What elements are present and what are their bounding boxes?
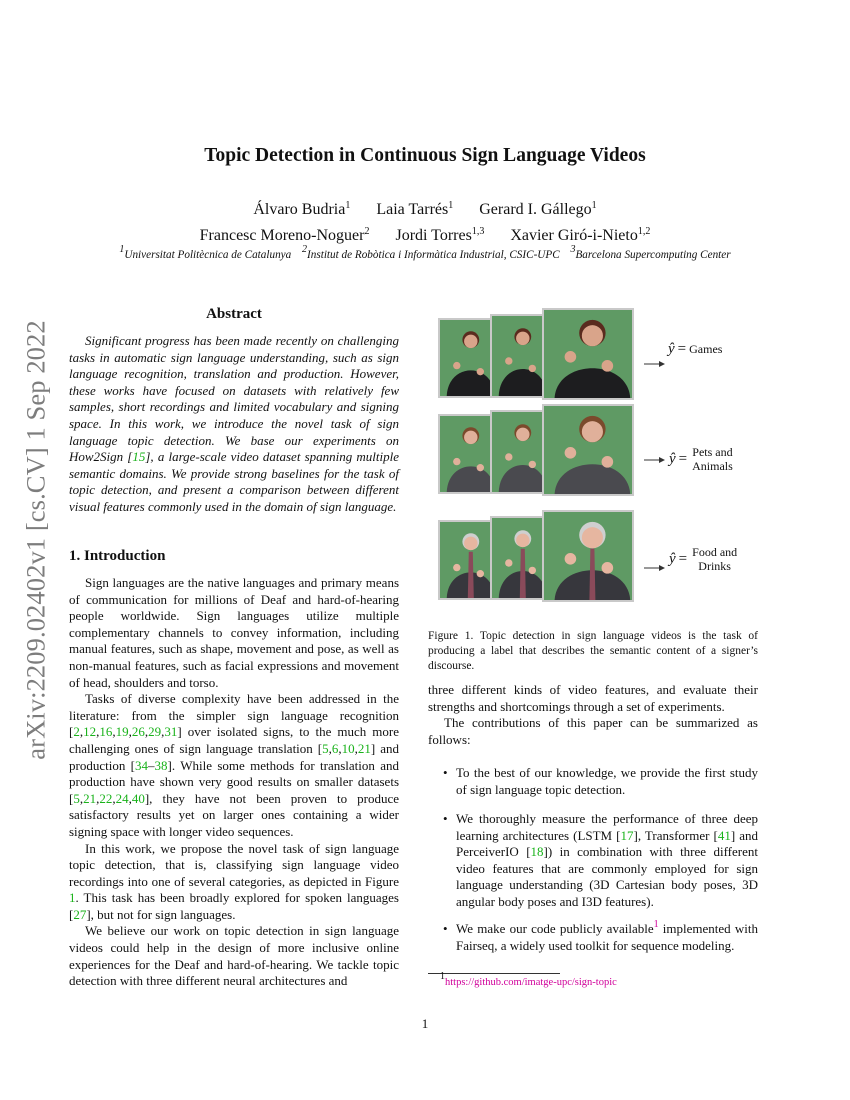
signer-hand [453,362,460,369]
signer-face [582,325,603,346]
authors-row-2 [0,227,850,245]
signer-face [464,335,477,348]
intro-paragraph: Tasks of diverse complexity have been addressed in the literature: from the simpler sign language recognition [2,12,16,19,26,29,31] over isolated signs, to the much more challenging ones of sign language translation [5,6,10,21] and production [34–38]. While some methods for translation and production have shown very good results on smaller datasets [5,21,22,24,40], they have not been proven to produce satisfactory results yet on larger ones containing a wider signing space with longer video sequences. [69,691,400,839]
signer-face [516,534,529,547]
right-column-text [428,682,758,748]
author: Gerard I. Gállego$^1$ [479,200,597,218]
bullet-marker: • [443,765,448,780]
intro-paragraph: In this work, we propose the novel task of sign language topic detection, that is, classifying sign language video recordings into one of several categories, as depicted in Figure 1. This task has been broadly explored for spoken languages [27], but not for sign languages. [69,840,399,922]
bullet-marker: • [443,811,448,826]
signer-hand [602,562,614,574]
affiliation: $^1$Universitat Politècnica de Catalunya [119,244,292,261]
affiliations [0,244,850,261]
bullet-marker: • [443,921,448,936]
figure-output-label-3: ŷ = Food and Drinks [669,545,738,573]
signer-hand [565,553,577,565]
signer-hand [602,360,614,372]
figure-caption: Figure 1. Topic detection in sign language videos is the task of producing a label that describes the semantic content of a signer’s discourse. [428,630,758,672]
signer-hand [529,461,536,468]
signer-face [582,421,603,442]
signer-face [516,428,529,441]
signer-hand [477,570,484,577]
signer-face [464,537,477,550]
contribution-bullet-2: We thoroughly measure the performance of three deep learning architectures (LSTM [17], Transformer [41] and PerceiverIO [18]) in combination with three different video features that are commonly employed for sign language understanding (3D Cartesian body poses, 3D angular body poses and I3D features). [456,811,758,909]
abstract-heading: Abstract [206,306,262,322]
continuation-paragraph: three different kinds of video features, and evaluate their strengths and shortcomings through a set of experiments. [428,682,758,714]
paper-title: Topic Detection in Continuous Sign Language Videos [204,145,646,166]
figure-output-label-1: ŷ = Games [668,341,723,357]
author: Álvaro Budria$^1$ [253,200,351,218]
figure-output-label-2: ŷ = Pets and Animals [669,445,733,473]
affiliation: $^3$Barcelona Supercomputing Center [570,244,731,261]
contributions-intro: The contributions of this paper can be summarized as follows: [428,715,758,747]
contribution-bullet-1: To the best of our knowledge, we provide the first study of sign language topic detection. [456,765,758,797]
signer-hand [565,351,577,363]
signer-hand [565,447,577,459]
footnote-link[interactable]: https://github.com/imatge-upc/sign-topic [445,977,617,988]
signer-hand [529,567,536,574]
introduction-body [69,575,399,990]
introduction-heading: 1. Introduction [69,548,166,564]
author: Jordi Torres$^{1,3}$ [395,226,485,244]
signer-hand [505,357,512,364]
signer-hand [602,456,614,468]
abstract-body [69,333,399,516]
signer-face [516,332,529,345]
signer-hand [453,458,460,465]
abstract-paragraph: Significant progress has been made recently on challenging tasks in automatic sign language understanding, such as sign language recognition, translation and production. However, these works have focused on datasets with relatively few samples, short recordings and limited vocabulary and signing space. In this work, we introduce the novel task of sign language topic detection. We base our experiments on How2Sign [15], a large-scale video dataset spanning multiple semantic domains. We provide strong baselines for the task of topic detection, and present a comparison between different visual features commonly used in the domain of sign language. [69,333,399,514]
footnote: $^1$https://github.com/imatge-upc/sign-topic [440,971,617,988]
signer-face [464,431,477,444]
author: Xavier Giró-i-Nieto$^{1,2}$ [510,226,651,244]
signer-tie [468,552,474,598]
signer-hand [477,368,484,375]
contribution-bullet-3: We make our code publicly available$^1$ implemented with Fairseq, a widely used toolkit for sequence modeling. [456,919,758,953]
intro-paragraph: We believe our work on topic detection in sign language videos could help in the design of more inclusive online experiences for the Deaf and hard-of-hearing. We tackle topic detection with three different neural architectures and [69,923,399,989]
signer-hand [453,564,460,571]
author: Francesc Moreno-Noguer$^2$ [199,226,370,244]
signer-tie [520,549,526,598]
signer-tie [589,549,595,600]
intro-paragraph: Sign languages are the native languages and primary means of communication for millions of Deaf and hard-of-hearing people worldwide. Sign languages utilize multiple complementary channels to convey information, including manual features, such as shape, movement and pose, as well as non-manual features, such as facial expressions and movement of head, shoulders and torso. [69,575,399,690]
author: Laia Tarrés$^1$ [376,200,454,218]
footnote-rule [428,973,560,974]
signer-hand [505,453,512,460]
page-number: 1 [421,1016,429,1031]
signer-hand [529,365,536,372]
authors-row-1 [0,201,850,219]
arxiv-identifier: arXiv:2209.02402v1 [cs.CV] 1 Sep 2022 [20,320,51,760]
signer-hand [505,559,512,566]
affiliation: $^2$Institut de Robòtica i Informàtica Industrial, CSIC-UPC [302,244,560,261]
signer-face [582,527,603,548]
signer-hand [477,464,484,471]
